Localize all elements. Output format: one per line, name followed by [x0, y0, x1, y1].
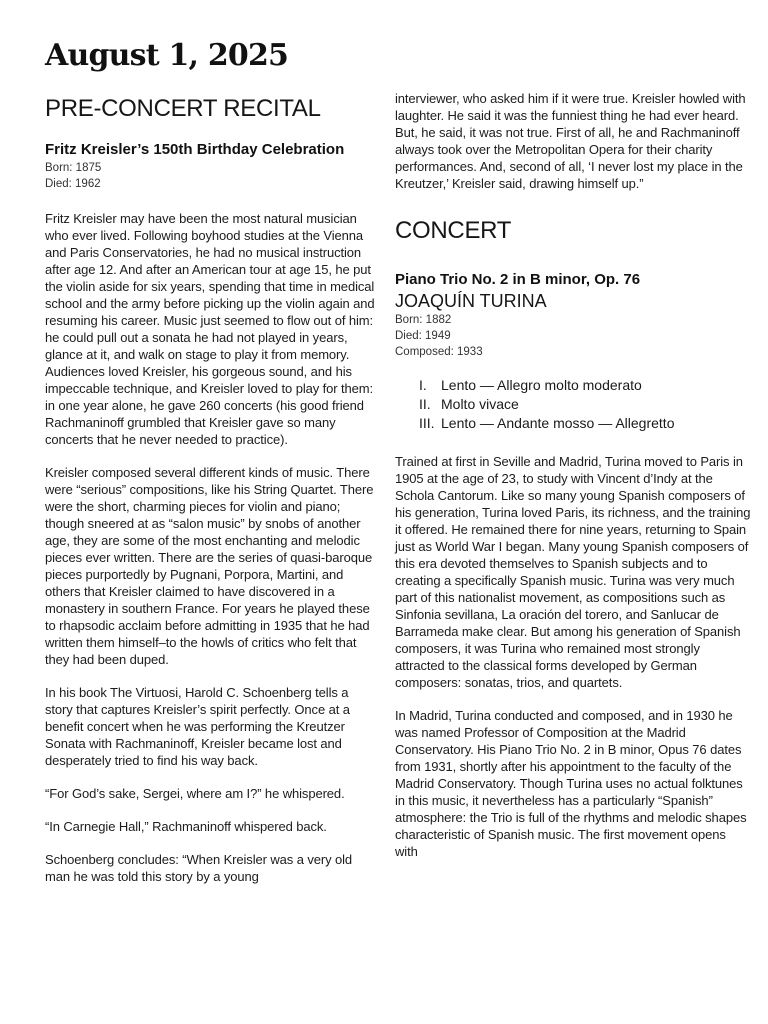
- turina-born: Born: 1882: [395, 314, 452, 326]
- composer-name: JOAQUÍN TURINA: [395, 291, 547, 311]
- concert-paragraph: In Madrid, Turina conducted and composed, and in 1930 he was named Professor of Composition at the Madrid Conservatory. His Piano Trio No. 2 in B minor, Opus 76 dates from 1931, shortly after his appointment to the faculty of the Madrid Conservatory. Though Turina uses no actual folktunes in this music, it nevertheless has a particularly “Spanish” atmosphere: the Trio is full of the rhythms and melodic shapes characteristic of Spanish music. The first movement opens with: [395, 708, 747, 859]
- left-column: [45, 38, 377, 901]
- concert-paragraph: Trained at first in Seville and Madrid, Turina moved to Paris in 1905 at the age of 23, to study with Vincent d’Indy at the Schola Cantorum. Like so many young Spanish composers of his generation, Turina loved Paris, its richness, and the training it offered. He remained there for nine years, returning to Spain just as World War I began. Many young Spanish composers of this era devoted themselves to Spanish subjects and to creating a specifically Spanish music. Turina was very much part of this nationalist movement, as compositions such as Sinfonia sevillana, La oración del torero, and Sanlucar de Barrameda make clear. But among his generation of Spanish composers, it was Turina who remained most strongly attracted to the classical forms developed by German composers: sonatas, trios, and quartets.: [395, 454, 751, 690]
- movement-number: III.: [419, 415, 435, 431]
- recital-paragraph: “For God’s sake, Sergei, where am I?” he whispered.: [45, 786, 345, 801]
- recital-paragraph: In his book The Virtuosi, Harold C. Schoenberg tells a story that captures Kreisler’s spirit perfectly. Once at a benefit concert when he was performing the Kreutzer Sonata with Rachmaninoff, Kreisler became lost and desperately tried to find his way back.: [45, 685, 350, 768]
- recital-continuation: interviewer, who asked him if it were true. Kreisler howled with laughter. He said it was the funniest thing he had ever heard. But, he said, it was not true. First of all, he and Rachmaninoff always took over the Metropolitan Opera for their charity performances. And, second of all, ‘I never lost my place in the Kreutzer,’ Kreisler said, drawing himself up.”: [395, 91, 746, 191]
- recital-paragraph: “In Carnegie Hall,” Rachmaninoff whispered back.: [45, 819, 327, 834]
- movement-title: Lento — Andante mosso — Allegretto: [441, 415, 675, 431]
- movement-number: I.: [419, 377, 427, 393]
- recital-paragraph: Fritz Kreisler may have been the most natural musician who ever lived. Following boyhood studies at the Vienna and Paris Conservatories, he had no musical instruction after age 12. And after an American tour at age 15, he put the violin aside for six years, spending that time in medical school and the army before picking up the violin again and resuming his career. Music just seemed to flow out of him: he could pull out a sonata he had not played in years, glance at it, and walk on stage to play it from memory. Audiences loved Kreisler, his gorgeous sound, and his impeccable technique, and Kreisler loved to play for them: in one year alone, he gave 260 concerts (his good friend Rachmaninoff grumbled that Kreisler gave so many concerts that he never needed to practice).: [45, 211, 375, 447]
- work-composed: Composed: 1933: [395, 346, 483, 358]
- page-date: August 1, 2025: [45, 38, 289, 73]
- movement-item: [419, 395, 751, 414]
- recital-heading: PRE-CONCERT RECITAL: [45, 95, 321, 122]
- concert-heading: CONCERT: [395, 217, 512, 244]
- movement-item: [419, 414, 751, 433]
- work-title: Piano Trio No. 2 in B minor, Op. 76: [395, 271, 641, 288]
- right-column: [395, 90, 751, 876]
- recital-paragraph: Kreisler composed several different kinds of music. There were “serious” compositions, like his String Quartet. There were the short, charming pieces for violin and piano; though sneered at as “salon music” by snobs of another age, they are some of the most enchanting and melodic pieces ever written. There are the series of quasi-baroque pieces purportedly by Pugnani, Porpora, Martini, and others that Kreisler claimed to have discovered in a monastery in southern France. For years he played these to rhapsodic acclaim before admitting in 1935 that he had written them himself–to the howls of critics who felt that they had been duped.: [45, 465, 374, 667]
- recital-title: Fritz Kreisler’s 150th Birthday Celebration: [45, 141, 345, 158]
- movement-title: Molto vivace: [441, 396, 519, 412]
- movement-item: [419, 376, 751, 395]
- movement-list: [419, 376, 751, 433]
- kreisler-died: Died: 1962: [45, 178, 101, 190]
- kreisler-born: Born: 1875: [45, 162, 102, 174]
- movement-title: Lento — Allegro molto moderato: [441, 377, 642, 393]
- movement-number: II.: [419, 396, 431, 412]
- recital-paragraph: Schoenberg concludes: “When Kreisler was a very old man he was told this story by a young: [45, 852, 353, 884]
- turina-died: Died: 1949: [395, 330, 451, 342]
